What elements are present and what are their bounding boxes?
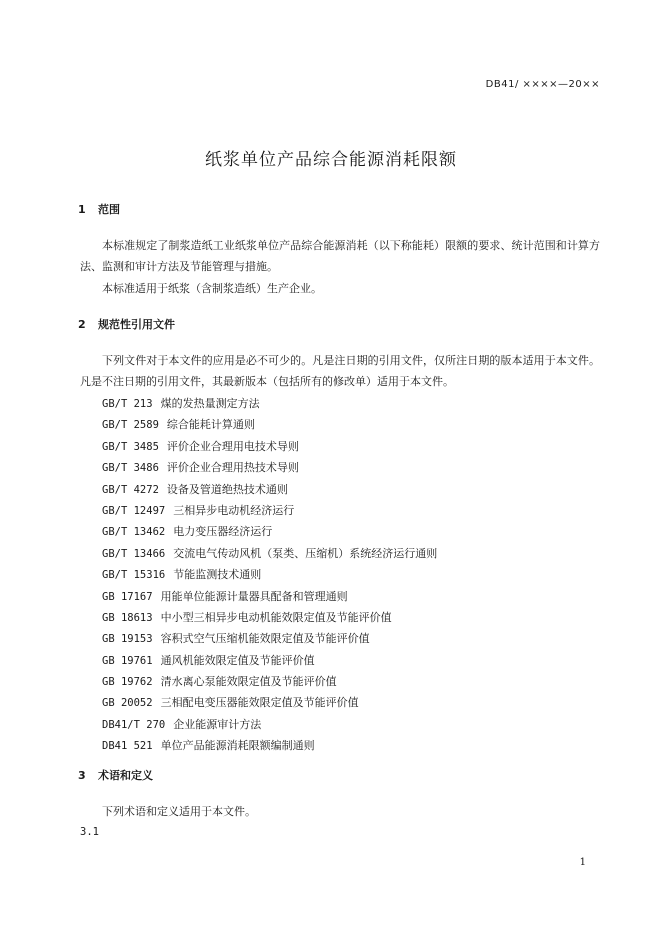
reference-code: GB/T 3486 [102,462,159,475]
reference-item [102,521,437,542]
section-heading-3 [78,767,153,783]
section-3-paragraph-1: 下列术语和定义适用于本文件。 [102,805,256,818]
reference-code: GB 20052 [102,697,153,710]
reference-title: 交流电气传动风机（泵类、压缩机）系统经济运行通则 [173,546,438,560]
reference-title: 煤的发热量测定方法 [160,397,260,410]
reference-title: 评价企业合理用热技术导则 [166,461,299,475]
reference-item [102,500,437,521]
reference-item [102,692,437,713]
reference-code: GB 17167 [102,590,153,603]
reference-code: GB/T 4272 [102,483,159,496]
reference-title: 节能监测技术通则 [173,568,262,582]
reference-title: 设备及管道绝热技术通则 [166,482,288,496]
reference-item [102,436,437,457]
reference-item [102,628,437,649]
section-title: 范围 [98,203,120,216]
reference-title: 企业能源审计方法 [173,717,262,731]
reference-title: 用能单位能源计量器具配备和管理通则 [160,589,348,603]
reference-title: 通风机能效限定值及节能评价值 [160,653,315,667]
reference-item [102,543,437,564]
reference-title: 综合能耗计算通则 [166,418,255,432]
reference-code: GB/T 12497 [102,504,166,517]
reference-code: DB41/T 270 [102,718,166,731]
reference-item [102,650,437,671]
reference-title: 容积式空气压缩机能效限定值及节能评价值 [160,632,370,646]
reference-item [102,457,437,478]
page-number: 1 [579,857,586,868]
section-title: 规范性引用文件 [98,318,175,331]
section-heading-1 [78,201,120,217]
reference-code: GB 19153 [102,633,153,646]
reference-title: 电力变压器经济运行 [173,525,273,539]
reference-item [102,586,437,607]
reference-code: GB/T 2589 [102,419,159,432]
document-number: DB41/ ××××—20×× [485,79,600,90]
reference-code: GB/T 213 [102,398,153,410]
reference-code: DB41 521 [102,740,153,753]
reference-code: GB 18613 [102,611,153,624]
reference-code: GB/T 13466 [102,547,166,560]
normative-references-list [102,393,437,757]
reference-item [102,714,437,735]
section-heading-2 [78,316,175,332]
reference-title: 中小型三相异步电动机能效限定值及节能评价值 [160,610,392,624]
section-1-paragraph-2: 本标准适用于纸浆（含制浆造纸）生产企业。 [102,282,322,295]
reference-title: 三相异步电动机经济运行 [173,503,295,517]
reference-title: 单位产品能源消耗限额编制通则 [160,739,315,753]
section-number: 2 [78,318,86,331]
reference-item [102,479,437,500]
reference-title: 评价企业合理用电技术导则 [166,439,299,453]
reference-item [102,393,437,414]
section-title: 术语和定义 [98,769,153,782]
clause-number: 3.1 [80,826,99,838]
reference-item [102,671,437,692]
section-2-paragraph-1: 下列文件对于本文件的应用是必不可少的。凡是注日期的引用文件，仅所注日期的版本适用于本文件。凡是不注日期的引用文件，其最新版本（包括所有的修改单）适用于本文件。 [80,354,600,388]
section-number: 1 [78,203,86,216]
reference-title: 清水离心泵能效限定值及节能评价值 [160,675,337,689]
reference-item [102,735,437,756]
reference-item [102,414,437,435]
section-number: 3 [78,769,86,782]
reference-code: GB/T 15316 [102,569,166,582]
reference-code: GB/T 3485 [102,440,159,453]
section-1-paragraph-1: 本标准规定了制浆造纸工业纸浆单位产品综合能源消耗（以下称能耗）限额的要求、统计范围和计算方法、监测和审计方法及节能管理与措施。 [80,239,600,273]
reference-code: GB 19762 [102,676,153,689]
reference-code: GB/T 13462 [102,526,166,539]
reference-item [102,564,437,585]
reference-code: GB 19761 [102,654,153,667]
reference-title: 三相配电变压器能效限定值及节能评价值 [160,696,359,710]
document-title: 纸浆单位产品综合能源消耗限额 [205,150,457,170]
reference-item [102,607,437,628]
